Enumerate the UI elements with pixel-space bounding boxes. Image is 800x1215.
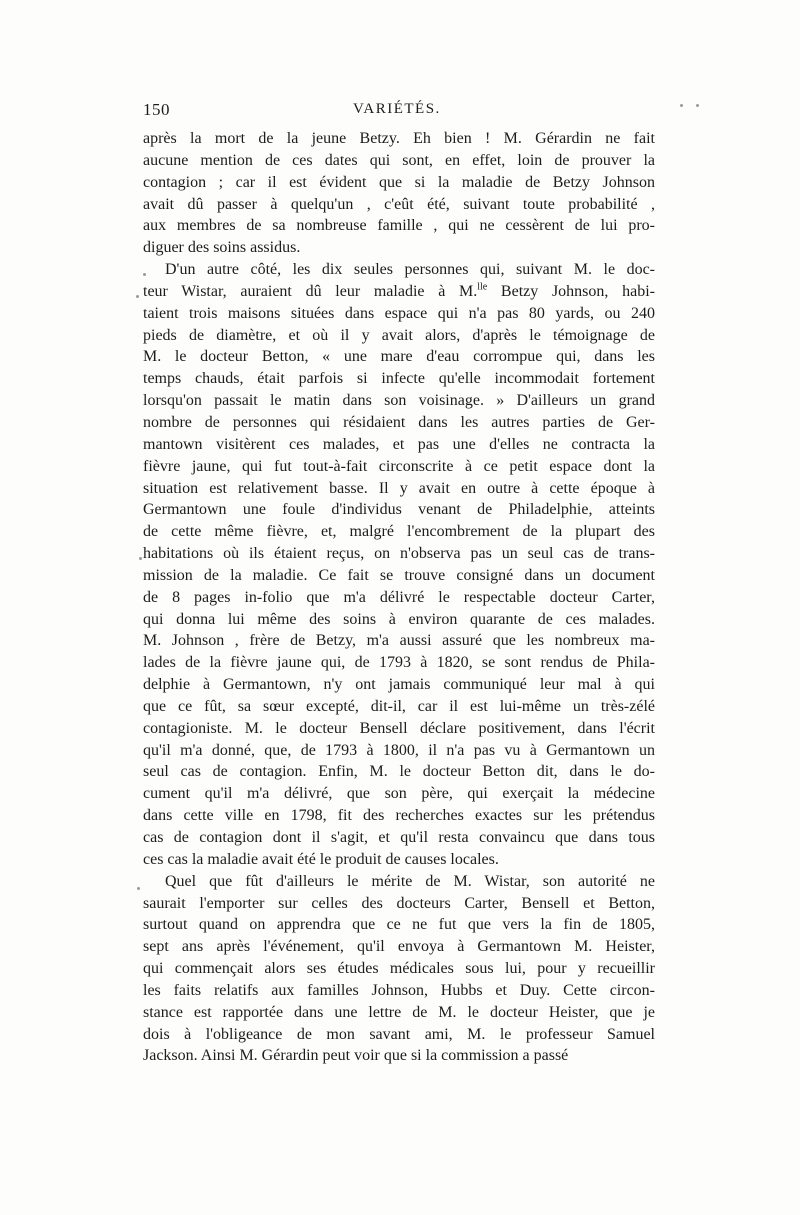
text-line: dans cette ville en 1798, fit des recherches exactes sur les prétendus xyxy=(143,807,655,825)
text-line: Germantown une foule d'individus venant de Philadelphie, atteints xyxy=(143,501,655,519)
page-header xyxy=(143,100,655,124)
text-line: aucune mention de ces dates qui sont, en effet, loin de prouver la xyxy=(143,151,655,169)
text-line: cas de contagion dont il s'agit, et qu'il resta convaincu que dans tous xyxy=(143,829,655,846)
text-line: qui commençait alors ses études médicales sous lui, pour y recueillir xyxy=(143,960,655,978)
text-line: D'un autre côté, les dix seules personnes qui, suivant M. le doc- xyxy=(165,261,655,279)
text-line: pieds de diamètre, et où il y avait alors, d'après le témoignage de xyxy=(143,326,655,344)
text-line: lades de la fièvre jaune qui, de 1793 à 1820, se sont rendus de Phila- xyxy=(143,654,655,672)
text-line: surtout quand on apprendra que ce ne fut que vers la fin de 1805, xyxy=(143,916,655,934)
text-line: sept ans après l'événement, qu'il envoya à Germantown M. Heister, xyxy=(143,938,655,956)
text-line: nombre de personnes qui résidaient dans les autres parties de Ger- xyxy=(143,413,655,431)
text-line: mantown visitèrent ces malades, et pas une d'elles ne contracta la xyxy=(143,435,655,453)
print-speck xyxy=(696,104,699,107)
text-line: fièvre jaune, qui fut tout-à-fait circonscrite à ce petit espace dont la xyxy=(143,457,655,475)
text-line: de 8 pages in-folio que m'a délivré le respectable docteur Carter, xyxy=(143,588,655,606)
text-line: cument qu'il m'a délivré, que son père, qui exerçait la médecine xyxy=(143,785,655,803)
paragraph xyxy=(143,128,655,259)
text-line: qu'il m'a donné, que, de 1793 à 1800, il n'a pas vu à Germantown un xyxy=(143,741,655,759)
text-line: les faits relatifs aux familles Johnson, Hubbs et Duy. Cette circon- xyxy=(143,981,655,999)
text-line: stance est rapportée dans une lettre de M. le docteur Heister, que je xyxy=(143,1003,655,1021)
paragraph xyxy=(143,871,655,1068)
text-line: que ce fût, sa sœur excepté, dit-il, car il est lui-même un très-zélé xyxy=(143,697,655,715)
text-line: M. le docteur Betton, « une mare d'eau corrompue qui, dans les xyxy=(143,348,655,366)
page-number: 150 xyxy=(143,100,170,119)
text-line: diguer des soins assidus. xyxy=(143,239,301,257)
text-line: contagion ; car il est évident que si la maladie de Betzy Johnson xyxy=(143,173,655,191)
body-text xyxy=(143,128,655,1067)
text-line: de cette même fièvre, et, malgré l'encombrement de la plupart des xyxy=(143,523,655,541)
text-line: taient trois maisons situées dans espace qui n'a pas 80 yards, ou 240 xyxy=(143,304,655,322)
text-line: avait dû passer à quelqu'un , c'eût été, suivant toute probabilité , xyxy=(143,195,655,213)
text-line: lorsqu'on passait le matin dans son voisinage. » D'ailleurs un grand xyxy=(143,392,655,410)
text-line: teur Wistar, auraient dû leur maladie à M.$^{lle}$ Betzy Johnson, habi- xyxy=(143,281,655,300)
text-line: mission de la maladie. Ce fait se trouve consigné dans un document xyxy=(143,566,655,584)
text-line: seul cas de contagion. Enfin, M. le docteur Betton dit, dans le do- xyxy=(143,763,655,781)
text-line: M. Johnson , frère de Betzy, m'a aussi assuré que les nombreux ma- xyxy=(143,632,655,650)
text-line: dois à l'obligeance de mon savant ami, M. le professeur Samuel xyxy=(143,1025,655,1043)
text-line: situation est relativement basse. Il y avait en outre à cette époque à xyxy=(143,479,655,497)
text-line: saurait l'emporter sur celles des docteurs Carter, Bensell et Betton, xyxy=(143,894,655,912)
paragraph xyxy=(143,259,655,871)
text-line: qui donna lui même des soins à environ quarante de ces malades. xyxy=(143,610,655,628)
superscript: lle xyxy=(477,281,488,293)
text-line: habitations où ils étaient reçus, on n'observa pas un seul cas de trans- xyxy=(143,545,655,563)
print-speck xyxy=(680,104,683,107)
text-line: Quel que fût d'ailleurs le mérite de M. Wistar, son autorité ne xyxy=(165,872,655,890)
running-head: VARIÉTÉS. xyxy=(353,101,441,117)
text-line: aux membres de sa nombreuse famille , qui ne cessèrent de lui pro- xyxy=(143,217,655,235)
print-speck xyxy=(139,557,142,560)
text-line: delphie à Germantown, n'y ont jamais communiqué leur mal à qui xyxy=(143,676,655,694)
print-speck xyxy=(143,273,146,276)
text-line: après la mort de la jeune Betzy. Eh bien ! M. Gérardin ne fait xyxy=(143,130,655,147)
text-line: ces cas la maladie avait été le produit de causes locales. xyxy=(143,850,499,868)
print-speck xyxy=(137,887,140,890)
text-line: temps chauds, était parfois si infecte qu'elle incommodait fortement xyxy=(143,370,655,388)
text-line: Jackson. Ainsi M. Gérardin peut voir que si la commission a passé xyxy=(143,1047,569,1065)
text-line: contagioniste. M. le docteur Bensell déclare positivement, dans l'écrit xyxy=(143,719,655,737)
print-speck xyxy=(136,295,139,298)
